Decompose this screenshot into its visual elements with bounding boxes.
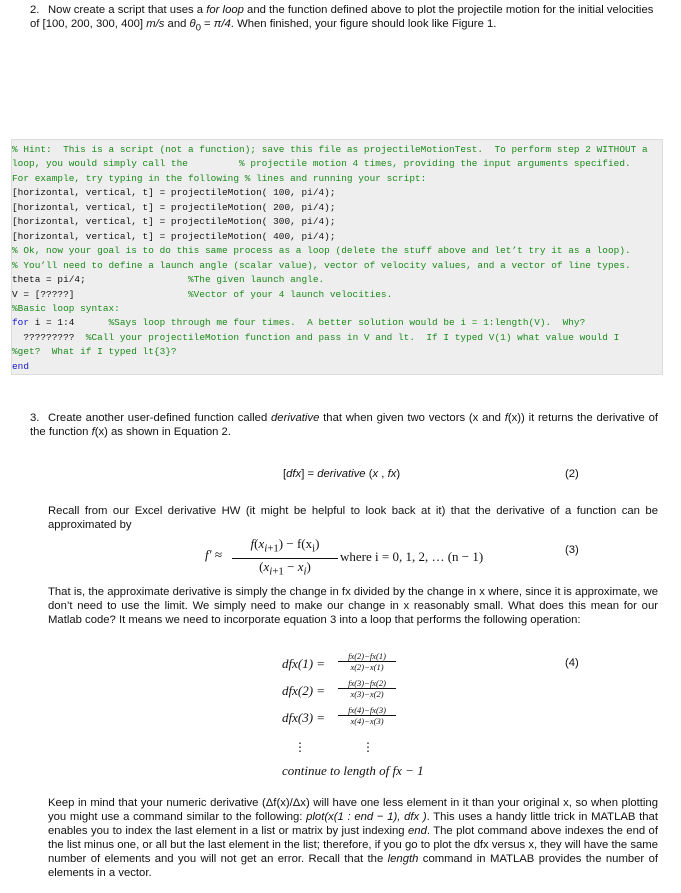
equation-4-lhs: dfx(2) =: [282, 683, 326, 698]
question-2-number: 2.: [30, 4, 40, 16]
equation-4-lhs: dfx(3) =: [282, 710, 326, 725]
equation-3-numerator: $f(x_{i+1}) - f(x_i)$: [232, 536, 338, 559]
continue-text: continue to length of fx − 1: [282, 763, 424, 778]
question-3-number: 3.: [30, 412, 40, 424]
code-line: %Basic loop syntax:: [12, 302, 120, 314]
equation-4-fraction: [338, 651, 396, 672]
equation-3-lhs-text: f′ ≈: [205, 547, 222, 562]
code-line: loop, you would simply call the % projectile motion 4 times, providing the input arguments specified.: [12, 158, 631, 170]
equation-4-fraction: [338, 678, 396, 699]
code-line: [horizontal, vertical, t] = projectileMotion( 200, pi/4);: [12, 201, 336, 213]
vdots-left: ⋮: [294, 740, 306, 754]
code-line: %get? What if I typed lt{3}?: [12, 346, 177, 358]
equation-4-number: (4): [565, 657, 579, 669]
code-block: [11, 139, 663, 375]
code-line: theta = pi/4; %The given launch angle.: [12, 274, 325, 286]
question-3-intro-text: Create another user-defined function called derivative that when given two vectors (x and f(x)) it returns the derivative of the function f(x) as shown in Equation 2.: [30, 412, 658, 438]
code-line: For example, try typing in the following % lines and running your script:: [12, 172, 427, 184]
equation-4-denominator: x(3)−x(2): [350, 689, 384, 699]
that-is-paragraph: That is, the approximate derivative is simply the change in fx divided by the change in x where, since it is approximate, we don’t need to use the limit. We simply need to make our change in x reasonably small. What does this mean for our Matlab code? It means we need to incorporate equation 3 into a loop that performs the following operation:: [48, 586, 658, 626]
equation-2-number: (2): [565, 468, 579, 480]
equation-4-numerator: fx(4)−fx(3): [338, 705, 396, 716]
vdots-right: ⋮: [362, 740, 374, 754]
equation-4-denominator: x(4)−x(3): [350, 716, 384, 726]
code-line: % You’ll need to define a launch angle (scalar value), vector of velocity values, and a vector of line types.: [12, 259, 631, 271]
equation-2-body: [dfx] = derivative (x , fx): [283, 468, 401, 480]
code-line: % Hint: This is a script (not a function); save this file as projectileMotionTest. To perform step 2 WITHOUT a: [12, 144, 648, 155]
code-line: end: [12, 360, 30, 372]
code-line: ????????? %Call your projectileMotion function and pass in V and lt. If I typed V(1) what value would I: [12, 331, 620, 343]
equation-4-numerator: fx(3)−fx(2): [338, 678, 396, 689]
equation-4-fraction: [338, 705, 396, 726]
question-2: [30, 3, 658, 34]
equation-3-lhs: [205, 548, 222, 562]
equation-3-denominator: $(x_{i+1} - x_i)$: [259, 558, 311, 578]
question-3-intro: [30, 411, 658, 439]
code-line: [horizontal, vertical, t] = projectileMotion( 400, pi/4);: [12, 230, 336, 242]
code-line: for i = 1:4 %Says loop through me four times. A better solution would be i = 1:length(V). Why?: [12, 317, 586, 329]
code-line: % Ok, now your goal is to do this same process as a loop (delete the stuff above and let’t try it as a loop).: [12, 245, 631, 257]
equation-3-fraction: [232, 536, 338, 579]
code-line: [horizontal, vertical, t] = projectileMotion( 100, pi/4);: [12, 187, 336, 199]
equation-3-where: where i = 0, 1, 2, … (n − 1): [340, 549, 484, 564]
question-2-text: Now create a script that uses a for loop and the function defined above to plot the projectile motion for the initial velocities of [100, 200, 300, 400] m/s and $\theta_0 = \pi/4$. When finished, your figure should look like Figure 1.: [30, 4, 654, 33]
equation-4-numerator: fx(2)−fx(1): [338, 651, 396, 662]
equation-4-lhs: dfx(1) =: [282, 656, 326, 671]
equation-4-denominator: x(2)−x(1): [350, 662, 384, 672]
equation-4: [282, 651, 422, 736]
equation-3-number: (3): [565, 544, 579, 556]
recall-paragraph: Recall from our Excel derivative HW (it might be helpful to look back at it) that the derivative of a function can be approximated by: [48, 505, 658, 531]
keep-in-mind-paragraph: Keep in mind that your numeric derivative (Δf(x)/Δx) will have one less element in it than your original x, so when plotting you might use a command similar to the following: plot(x(1 : end − 1), dfx ). This uses a handy little trick in MATLAB that enables you to index the last element in a list or matrix by just indexing end. The plot command above indexes the end of the list minus one, or all but the last element in the list; therefore, if you go to plot the dfx versus x, they will have the same number of elements and you will not get an error. Recall that the length command in MATLAB provides the number of elements in a vector.: [48, 797, 658, 879]
equation-2: [283, 467, 400, 481]
code-line: [horizontal, vertical, t] = projectileMotion( 300, pi/4);: [12, 216, 336, 228]
code-line: V = [?????] %Vector of your 4 launch velocities.: [12, 288, 393, 300]
